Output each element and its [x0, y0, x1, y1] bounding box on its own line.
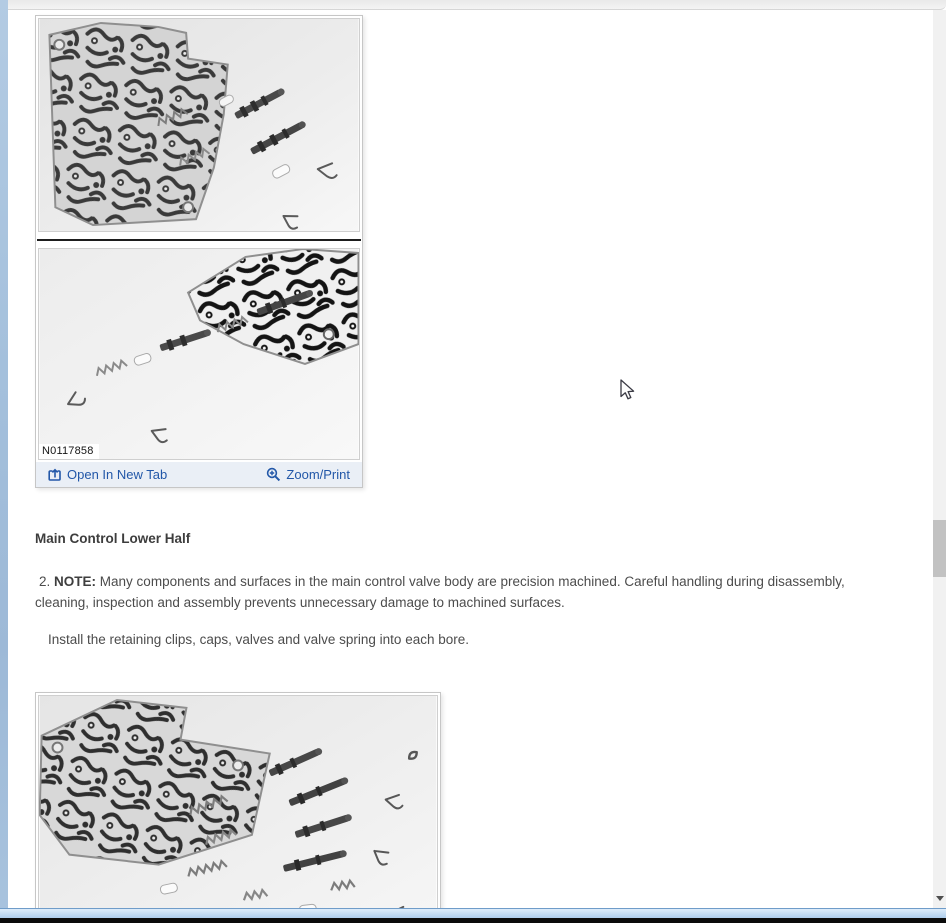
zoom-print-label: Zoom/Print — [286, 467, 350, 482]
window-bottom-edge — [0, 918, 946, 923]
image-id-label: N0117858 — [39, 444, 99, 459]
window-left-edge — [0, 0, 8, 923]
instruction-text: Install the retaining clips, caps, valves and valve spring into each bore. — [48, 632, 469, 647]
vertical-scrollbar[interactable] — [933, 10, 946, 908]
scroll-down-arrow[interactable] — [933, 892, 946, 904]
note-text: Many components and surfaces in the main control valve body are precision machined. Careful handling during disassembly, cleaning, inspection and assembly prevents unnecessary damage to machined surfaces. — [35, 574, 845, 610]
open-in-new-tab-link[interactable] — [48, 467, 167, 482]
step-number: 2. — [39, 574, 51, 589]
figure-footer — [36, 462, 362, 487]
open-in-new-tab-icon — [48, 468, 62, 482]
scrollbar-thumb[interactable] — [933, 520, 946, 577]
magnifier-plus-icon — [266, 467, 281, 482]
browser-chrome-strip — [8, 0, 946, 10]
note-paragraph — [35, 571, 887, 613]
zoom-print-link[interactable] — [266, 467, 350, 482]
valve-body-photo-2 — [38, 248, 360, 460]
figure-card-bottom — [35, 692, 441, 911]
valve-body-photo-3 — [38, 695, 438, 911]
mouse-cursor — [620, 379, 636, 401]
valve-body-photo-1 — [38, 18, 360, 232]
note-label: NOTE: — [54, 574, 97, 589]
figure-divider — [37, 239, 361, 241]
open-in-new-tab-label: Open In New Tab — [67, 467, 168, 482]
figure-card-top — [35, 15, 363, 488]
section-heading: Main Control Lower Half — [35, 531, 191, 546]
valve-body-photo-2-wrap — [38, 248, 360, 460]
window-bottom-bar — [0, 908, 946, 918]
